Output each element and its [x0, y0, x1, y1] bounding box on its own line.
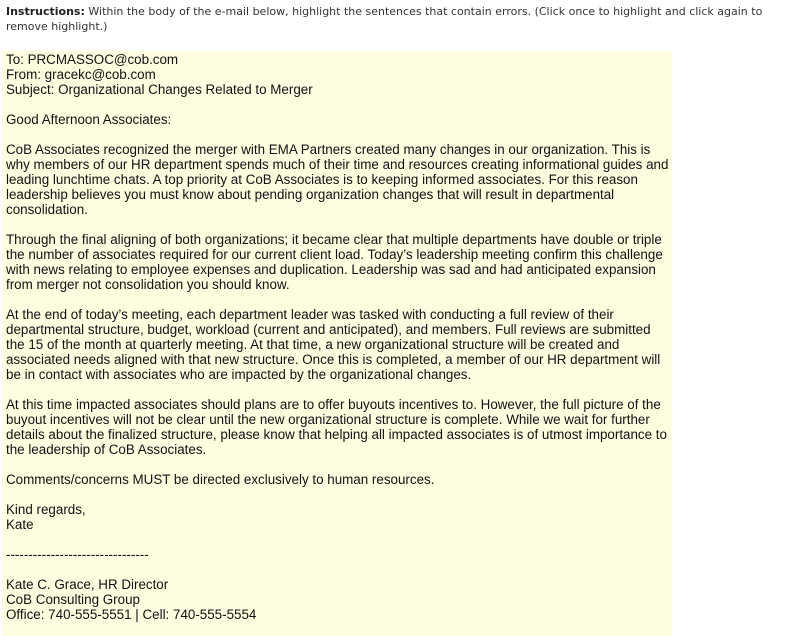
sentence-p4-1[interactable]: At this time impacted associates should plans are to offer buyouts incentives to. [6, 397, 477, 412]
sentence-p3-1[interactable]: At the end of today’s meeting, each department leader was tasked with conducting a full review of their departmental structure, budget, workload (current and anticipated), and members. [6, 307, 614, 337]
sentence-p1-4[interactable]: For this reason leadership believes you must know about pending organization changes that will result in departmental consolidation. [6, 172, 638, 217]
email-sender: Kate [6, 517, 34, 532]
paragraph-5 [6, 472, 672, 487]
email-subject: Subject: Organizational Changes Related to Merger [6, 82, 313, 97]
sentence-p1-1[interactable]: CoB Associates recognized the merger with EMA Partners created many changes in our organization. [6, 142, 609, 157]
instructions-label: Instructions: [6, 5, 85, 18]
sentence-p2-3[interactable]: Leadership was sad and had anticipated expansion from merger not consolidation you should know. [6, 262, 656, 292]
email-greeting: Good Afternoon Associates: [6, 112, 172, 127]
email-body [2, 51, 672, 636]
signature-company: CoB Consulting Group [6, 592, 140, 607]
sentence-p2-2[interactable]: Today’s leadership meeting confirm this challenge with news relating to employee expenses and duplication. [6, 247, 663, 277]
signature-separator: -------------------------------- [6, 547, 149, 562]
email-to: To: PRCMASSOC@cob.com [6, 52, 179, 67]
paragraph-4 [6, 397, 672, 457]
sentence-p3-2[interactable]: Full reviews are submitted the 15 of the month at quarterly meeting. [6, 322, 651, 352]
email-closing: Kind regards, [6, 502, 86, 517]
signature-name: Kate C. Grace, HR Director [6, 577, 169, 592]
sentence-p4-2[interactable]: However, the full picture of the buyout incentives will not be clear until the new organizational structure is complete. [6, 397, 661, 427]
signature-phone: Office: 740-555-5551 | Cell: 740-555-5554 [6, 607, 257, 622]
paragraph-3 [6, 307, 672, 382]
sentence-p5-1[interactable]: Comments/concerns MUST be directed exclusively to human resources. [6, 472, 435, 487]
sentence-p2-1[interactable]: Through the final aligning of both organizations; it became clear that multiple departments have double or triple the number of associates required for our current client load. [6, 232, 662, 262]
sentence-p1-2[interactable]: This is why members of our HR department spends much of their time and resources creating informational guides and leading lunchtime chats. [6, 142, 669, 187]
paragraph-1 [6, 142, 672, 217]
instructions-body: Within the body of the e-mail below, highlight the sentences that contain errors. (Click once to highlight and click again to remove highlight.) [6, 5, 763, 33]
email-from: From: gracekc@cob.com [6, 67, 156, 82]
sentence-p3-3[interactable]: At that time, a new organizational structure will be created and associated needs aligned with that new structure. [6, 337, 620, 367]
sentence-p4-3[interactable]: While we wait for further details about the finalized structure, please know that helping all impacted associates is of utmost importance to the leadership of CoB Associates. [6, 412, 667, 457]
paragraph-2 [6, 232, 672, 292]
sentence-p3-4[interactable]: Once this is completed, a member of our HR department will be in contact with associates who are impacted by the organizational changes. [6, 352, 661, 382]
instructions-text [6, 4, 792, 34]
sentence-p1-3[interactable]: A top priority at CoB Associates is to keeping informed associates. [149, 172, 545, 187]
